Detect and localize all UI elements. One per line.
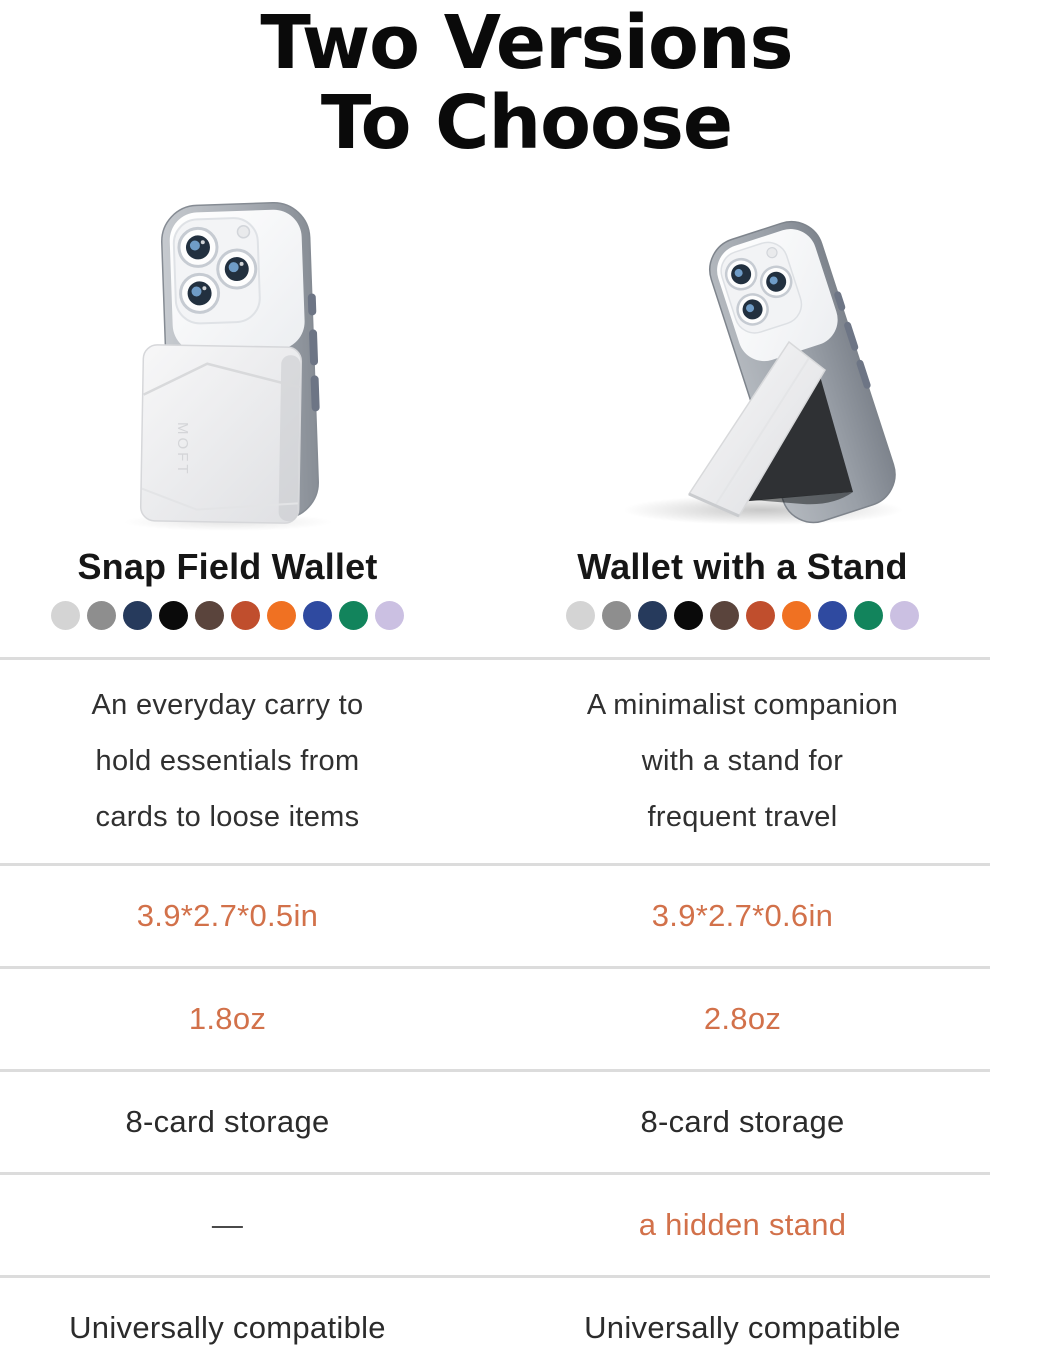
flash-dot — [237, 225, 249, 237]
product-photo-snap-field-wallet — [78, 194, 378, 534]
description-line: with a stand for — [641, 745, 844, 778]
product-photo-wallet-with-stand — [573, 194, 913, 534]
comparison-table — [0, 657, 990, 1358]
compatibility-right: Universally compatible — [584, 1309, 901, 1345]
color-swatch — [638, 601, 667, 630]
color-swatch — [710, 601, 739, 630]
compatibility-left: Universally compatible — [69, 1309, 386, 1345]
product-name-snap-field-wallet: Snap Field Wallet — [77, 545, 378, 587]
row-stand — [0, 1172, 990, 1275]
color-swatch — [267, 601, 296, 630]
color-swatch — [123, 601, 152, 630]
color-swatch — [159, 601, 188, 630]
dimensions-right: 3.9*2.7*0.6in — [651, 897, 834, 933]
stand-left: — — [211, 1206, 244, 1242]
description-line: An everyday carry to — [91, 689, 364, 722]
description-line: A minimalist companion — [586, 689, 899, 722]
page-title-line2: To Choose — [320, 79, 733, 166]
dimensions-left: 3.9*2.7*0.5in — [136, 897, 319, 933]
color-swatch — [303, 601, 332, 630]
description-line: frequent travel — [647, 801, 838, 834]
color-swatch — [87, 601, 116, 630]
color-swatch — [782, 601, 811, 630]
product-name-cell-left — [0, 546, 475, 630]
description-left — [0, 677, 475, 845]
description-line: cards to loose items — [95, 801, 360, 834]
product-names-row — [0, 546, 990, 630]
color-swatch — [674, 601, 703, 630]
row-compatibility — [0, 1275, 990, 1358]
color-swatch — [195, 601, 224, 630]
page-title-line1: Two Versions — [260, 0, 793, 86]
row-storage — [0, 1069, 990, 1172]
color-swatch — [51, 601, 80, 630]
snap-wallet — [140, 344, 301, 523]
snap-wallet-illustration — [78, 194, 378, 534]
stand-right: a hidden stand — [638, 1206, 847, 1242]
product-name-wallet-with-stand: Wallet with a Stand — [577, 545, 908, 587]
color-swatch — [231, 601, 260, 630]
color-swatch — [818, 601, 847, 630]
color-swatch — [854, 601, 883, 630]
weight-right: 2.8oz — [703, 1000, 782, 1036]
product-name-cell-right — [495, 546, 990, 630]
weight-left: 1.8oz — [188, 1000, 267, 1036]
page-title — [0, 0, 1053, 166]
description-right — [495, 677, 990, 845]
color-swatch — [890, 601, 919, 630]
storage-left: 8-card storage — [125, 1103, 330, 1139]
row-dimensions — [0, 863, 990, 966]
description-line: hold essentials from — [95, 745, 360, 778]
storage-right: 8-card storage — [640, 1103, 845, 1139]
color-swatch — [375, 601, 404, 630]
row-description — [0, 657, 990, 863]
color-swatches-left — [0, 601, 475, 630]
color-swatches-right — [495, 601, 990, 630]
color-swatch — [566, 601, 595, 630]
color-swatch — [746, 601, 775, 630]
color-swatch — [602, 601, 631, 630]
brand-logo-embossed: MOFT — [173, 421, 191, 477]
row-weight — [0, 966, 990, 1069]
stand-wallet-illustration — [573, 194, 913, 534]
color-swatch — [339, 601, 368, 630]
product-photos-row — [0, 188, 990, 534]
